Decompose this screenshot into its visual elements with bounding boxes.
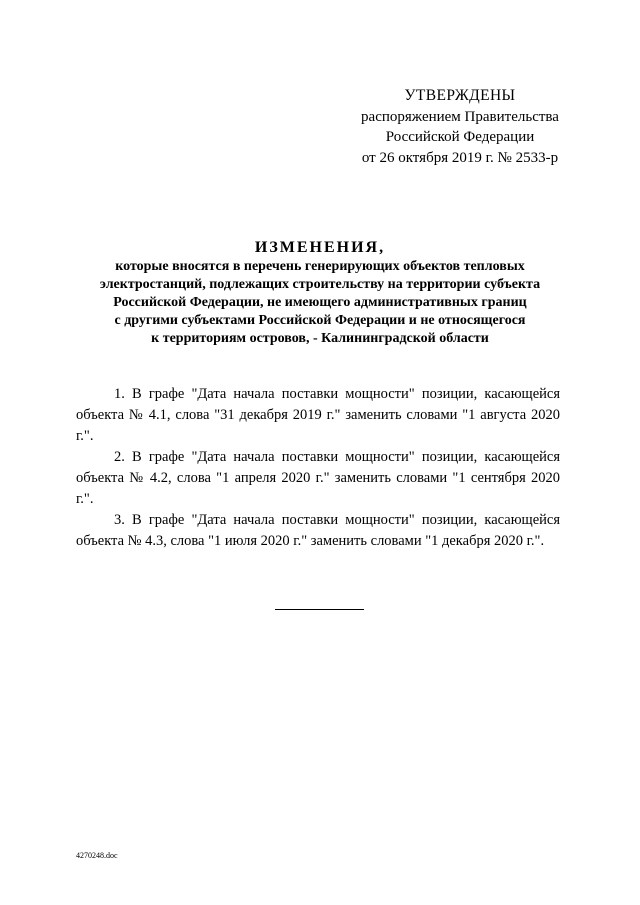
approval-title: УТВЕРЖДЕНЫ [404,87,516,104]
heading-line: которые вносятся в перечень генерирующих объектов тепловых [115,259,525,274]
approval-line-country: Российской Федерации [385,129,535,145]
approval-line-authority: распоряжением Правительства [361,108,559,125]
heading-line: к территориям островов, - Калининградской области [151,331,489,346]
heading-line: с другими субъектами Российской Федерации и не относящегося [114,313,526,328]
amendment-paragraph-2: 2. В графе "Дата начала поставки мощности" позиции, касающейся объекта № 4.2, слова "1 апреля 2020 г." заменить словами "1 сентября 2020 г.". [76,449,560,507]
file-code: 4270248.doc [76,851,118,860]
end-separator-line [275,609,364,610]
document-heading [60,238,580,348]
document-body [76,384,560,552]
document-title: ИЗМЕНЕНИЯ, [254,239,386,256]
approval-stamp [340,86,580,168]
heading-line: Российской Федерации, не имеющего административных границ [113,295,527,310]
approval-line-date-number: от 26 октября 2019 г. № 2533-р [361,149,559,166]
amendment-paragraph-1: 1. В графе "Дата начала поставки мощности" позиции, касающейся объекта № 4.1, слова "31 декабря 2019 г." заменить словами "1 августа 2020 г.". [76,386,560,444]
heading-line: электростанций, подлежащих строительству на территории субъекта [99,277,541,292]
amendment-paragraph-3: 3. В графе "Дата начала поставки мощности" позиции, касающейся объекта № 4.3, слова "1 июля 2020 г." заменить словами "1 декабря 2020 г.". [76,512,560,549]
